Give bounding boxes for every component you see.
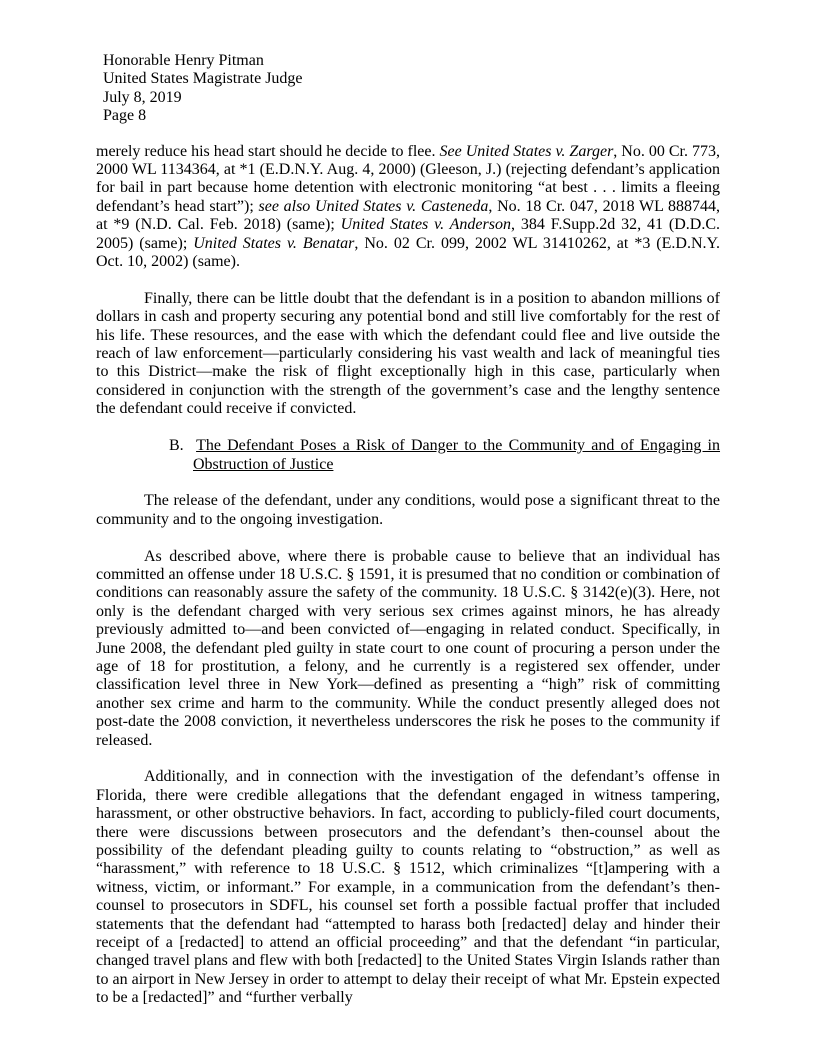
text-run: Finally, there can be little doubt that the defendant is in a position to abandon millions of dollars in cash and property securing any potential bond and still live comfortably for the rest of his life. These resources, and the ease with which the defendant could flee and live outside the reach of law enforcement—particularly considering his vast wealth and lack of meaningful ties to this District—make the risk of flight exceptionally high in this case, particularly when considered in conjunction with the strength of the government’s case and the lengthy sentence the defendant could receive if convicted. xyxy=(96,289,720,418)
letterhead-page-number: Page 8 xyxy=(103,107,147,125)
text-run: , No. 00 Cr. 773, 2000 WL 1134364, at *1 (E.D.N.Y. Aug. 4, 2000) (Gleeson, J.) (rejecting defendant’s application for bail in part because home detention with electronic monitoring “at best . . . limits a fleeing defendant’s head start”); xyxy=(96,142,721,215)
section-heading xyxy=(96,437,720,474)
text-run: , No. 02 Cr. 099, 2002 WL 31410262, at *3 (E.D.N.Y. Oct. 10, 2002) (same). xyxy=(96,234,720,271)
text-run: merely reduce his head start should he decide to flee. xyxy=(96,142,440,160)
document-body xyxy=(96,143,720,1008)
section-heading-label: B. xyxy=(169,437,197,455)
text-run: , No. 18 Cr. 047, 2018 WL 888744, at *9 (N.D. Cal. Feb. 2018) (same); xyxy=(96,197,720,234)
paragraph xyxy=(96,290,720,419)
case-citation: see also United States v. Casteneda xyxy=(258,197,489,215)
paragraph xyxy=(96,548,720,750)
section-heading-text: The Defendant Poses a Risk of Danger to the Community and of Engaging in Obstruction of Justice xyxy=(193,437,721,473)
case-citation: United States v. Benatar xyxy=(193,234,355,252)
case-citation: See United States v. Zarger xyxy=(439,142,614,160)
letterhead-recipient-title: United States Magistrate Judge xyxy=(103,70,303,88)
letterhead xyxy=(103,52,720,126)
letterhead-date: July 8, 2019 xyxy=(103,88,182,106)
letterhead-recipient-name: Honorable Henry Pitman xyxy=(103,52,264,69)
text-run: As described above, where there is probable cause to believe that an individual has committed an offense under 18 U.S.C. § 1591, it is presumed that no condition or combination of conditions can reasonably assure the safety of the community. 18 U.S.C. § 3142(e)(3). Here, not only is the defendant charged with very serious sex crimes against minors, he has already previously admitted to—and been convicted of—engaging in related conduct. Specifically, in June 2008, the defendant pled guilty in state court to one count of procuring a person under the age of 18 for prostitution, a felony, and he currently is a registered sex offender, under classification level three in New York—defined as presenting a “high” risk of committing another sex crime and harm to the community. While the conduct presently alleged does not post-date the 2008 conviction, it nevertheless underscores the risk he poses to the community if released. xyxy=(96,547,720,749)
paragraph xyxy=(96,143,720,272)
text-run: The release of the defendant, under any conditions, would pose a significant threat to the community and to the ongoing investigation. xyxy=(96,492,720,528)
text-run: , 384 F.Supp.2d 32, 41 (D.D.C. 2005) (same); xyxy=(96,216,721,252)
paragraph xyxy=(96,768,720,1007)
paragraph xyxy=(96,492,720,529)
text-run: Additionally, and in connection with the investigation of the defendant’s offense in Florida, there were credible allegations that the defendant engaged in witness tampering, harassment, or other obstructive behaviors. In fact, according to publicly-filed court documents, there were discussions between prosecutors and the defendant’s then-counsel about the possibility of the defendant pleading guilty to counts relating to “obstruction,” as well as “harassment,” with reference to 18 U.S.C. § 1512, which criminalizes “[t]ampering with a witness, victim, or informant.” For example, in a communication from the defendant’s then-counsel to prosecutors in SDFL, his counsel set forth a possible factual proffer that included statements that the defendant had “attempted to harass both [redacted] delay and hinder their receipt of a [redacted] to attend an official proceeding” and that the defendant “in particular, changed travel plans and flew with both [redacted] to the United States Virgin Islands rather than to an airport in New Jersey in order to attempt to delay their receipt of what Mr. Epstein expected to be a [redacted]” and “further verbally xyxy=(96,768,720,1007)
case-citation: United States v. Anderson xyxy=(340,216,511,234)
